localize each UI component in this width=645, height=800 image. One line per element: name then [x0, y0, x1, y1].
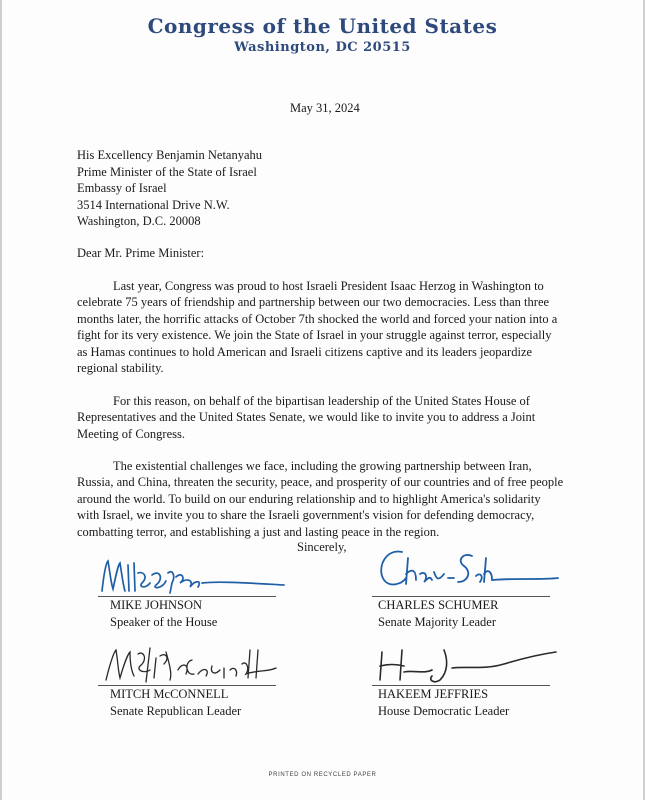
signatory-name: CHARLES SCHUMER	[378, 598, 499, 612]
recycled-paper-footer: PRINTED ON RECYCLED PAPER	[268, 772, 377, 778]
page-edge-left	[0, 0, 2, 800]
address-line: Embassy of Israel	[77, 181, 167, 195]
signatory-title: Senate Republican Leader	[110, 703, 242, 718]
body-paragraph: For this reason, on behalf of the bipartisan leadership of the United States House of Representatives and the United States Senate, we would like to invite you to address a Joint Meeting of Congress.	[77, 394, 536, 441]
signatory-name: MIKE JOHNSON	[110, 598, 203, 612]
salutation: Dear Mr. Prime Minister:	[77, 246, 205, 260]
signatory-block	[378, 597, 499, 630]
address-line: His Excellency Benjamin Netanyahu	[77, 148, 263, 162]
signatory-title: Speaker of the House	[110, 614, 218, 629]
letterhead-title: Congress of the United States	[147, 14, 498, 38]
signature-mcconnell-icon	[100, 640, 290, 688]
address-line: Prime Minister of the State of Israel	[77, 164, 257, 179]
signatory-block	[378, 686, 509, 719]
signature-jeffries-icon	[374, 640, 564, 688]
body-paragraph: The existential challenges we face, including the growing partnership between Iran, Russia, and China, threaten the security, peace, and prosperity of our countries and of free people around the world. To build on our enduring relationship and to highlight America's solidarity with Israel, we invite you to share the Israeli government's vision for defending democracy, combatting terror, and establishing a just and lasting peace in the region.	[77, 459, 564, 539]
closing: Sincerely,	[297, 540, 347, 554]
signatory-block	[110, 686, 241, 719]
signature-johnson-icon	[98, 553, 288, 599]
letter-date: May 31, 2024	[290, 101, 360, 115]
letterhead-subtitle: Washington, DC 20515	[234, 40, 411, 55]
signatory-name: MITCH McCONNELL	[110, 687, 229, 701]
signatory-name: HAKEEM JEFFRIES	[378, 687, 489, 701]
letterhead	[0, 14, 645, 55]
body-paragraph: Last year, Congress was proud to host Israeli President Isaac Herzog in Washington to celebrate 75 years of friendship and partnership between our two democracies. Less than three months later, the horrific attacks of October 7th shocked the world and forced your nation into a fight for its very existence. We join the State of Israel in your struggle against terror, especially as Hamas continues to hold American and Israeli citizens captive and its leaders jeopardize regional stability.	[77, 279, 558, 376]
address-line: Washington, D.C. 20008	[77, 214, 201, 228]
signatory-title: Senate Majority Leader	[378, 614, 497, 629]
recipient-address	[77, 147, 262, 230]
signature-schumer-icon	[372, 544, 562, 596]
address-line: 3514 International Drive N.W.	[77, 197, 230, 212]
signatory-title: House Democratic Leader	[378, 703, 510, 718]
signatory-block	[110, 597, 217, 630]
